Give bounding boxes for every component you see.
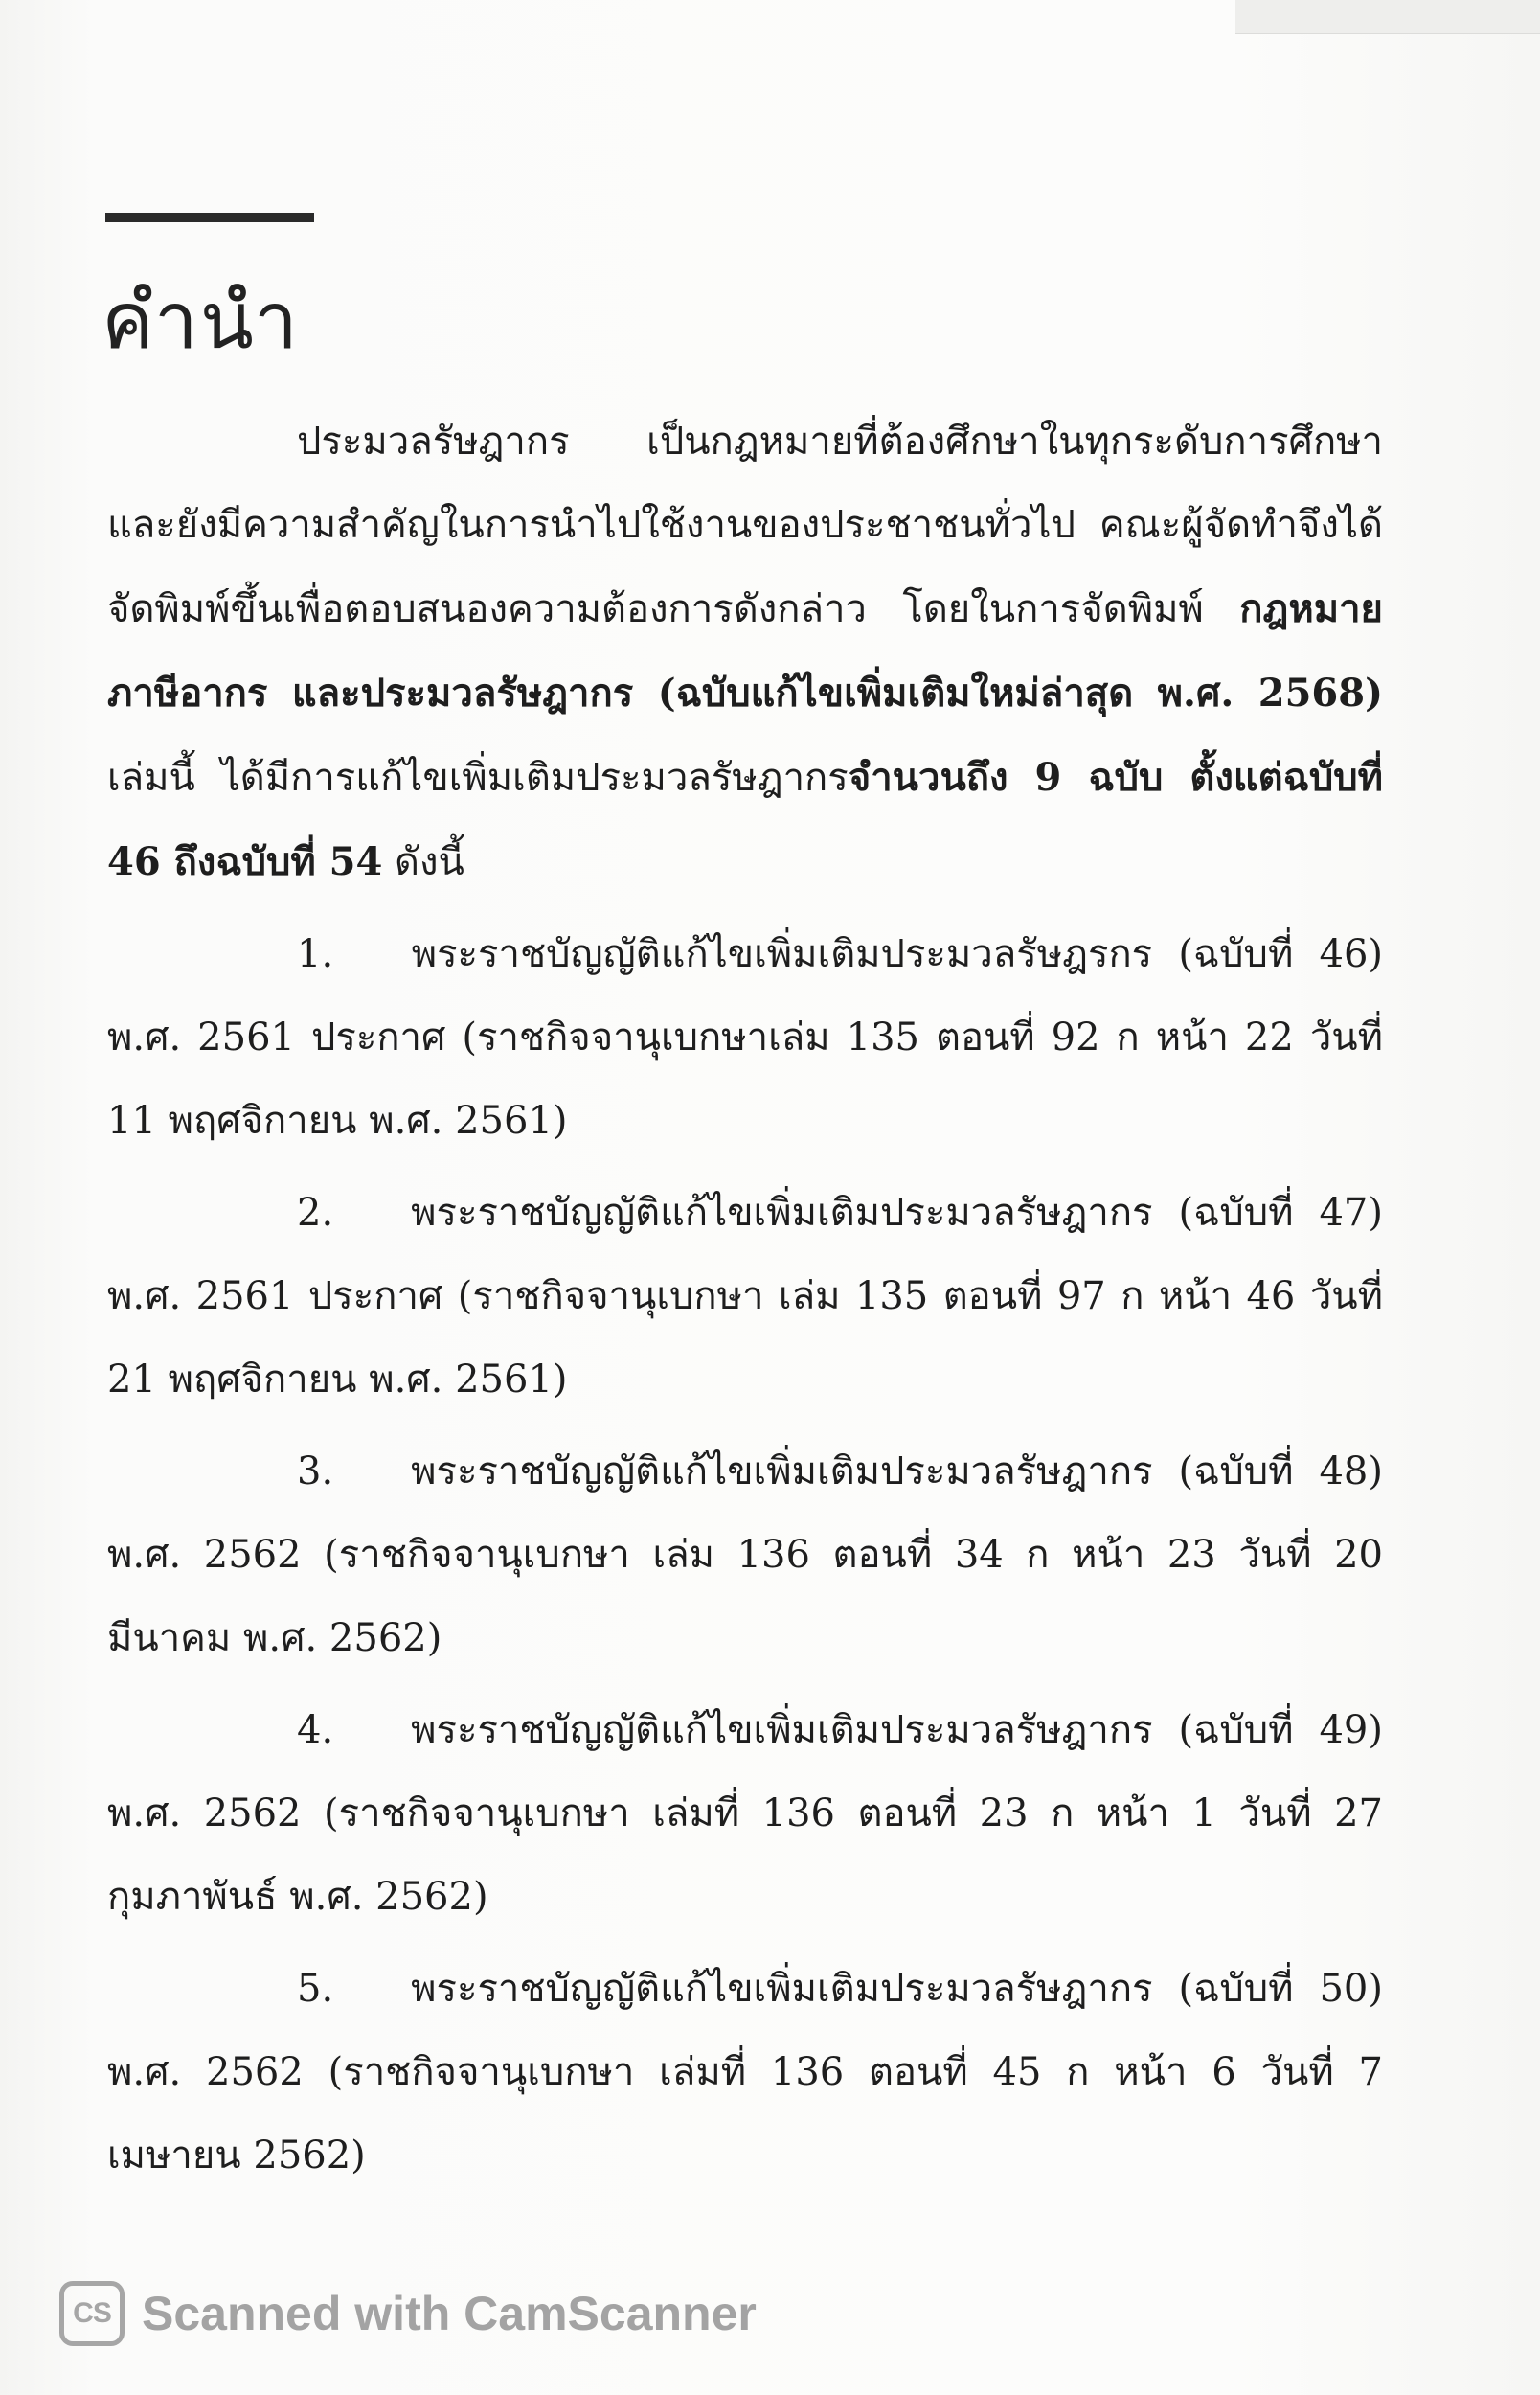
page-heading: คำนำ bbox=[102, 275, 300, 367]
amendment-item bbox=[107, 1948, 1383, 2198]
intro-book-title: กฎหมายภาษีอากร และประมวลรัษฎากร (ฉบับแก้ไขเพิ่มเติมใหม่ล่าสุด พ.ศ. 2568) bbox=[107, 586, 1383, 716]
scan-top-edge bbox=[1235, 0, 1540, 34]
amendment-text: พระราชบัญญัติแก้ไขเพิ่มเติมประมวลรัษฎรกร (ฉบับที่ 46) พ.ศ. 2561 ประกาศ (ราชกิจจานุเบกษาเล่ม 135 ตอนที่ 92 ก หน้า 22 วันที่ 11 พฤศจิกายน พ.ศ. 2561) bbox=[107, 932, 1383, 1143]
amendment-number: 5. bbox=[297, 1967, 334, 2011]
amendment-list bbox=[107, 913, 1383, 2198]
intro-amendment-count: จำนวนถึง 9 ฉบับ ตั้งแต่ฉบับที่ 46 ถึงฉบับที่ 54 bbox=[107, 755, 1384, 884]
amendment-item bbox=[107, 1430, 1383, 1680]
amendment-text: พระราชบัญญัติแก้ไขเพิ่มเติมประมวลรัษฎากร (ฉบับที่ 48) พ.ศ. 2562 (ราชกิจจานุเบกษา เล่ม 136 ตอนที่ 34 ก หน้า 23 วันที่ 20 มีนาคม พ.ศ. 2562) bbox=[107, 1449, 1383, 1660]
amendment-item bbox=[107, 913, 1383, 1163]
amendment-number: 4. bbox=[297, 1708, 334, 1752]
amendment-number: 3. bbox=[297, 1449, 334, 1494]
intro-text-1: ประมวลรัษฎากร เป็นกฎหมายที่ต้องศึกษาในทุกระดับการศึกษา และยังมีความสำคัญในการนำไปใช้งานของประชาชนทั่วไป คณะผู้จัดทำจึงได้จัดพิมพ์ขึ้นเพื่อตอบสนองความต้องการดังกล่าว โดยในการจัดพิมพ์ bbox=[107, 420, 1383, 631]
watermark-text: Scanned with CamScanner bbox=[142, 2287, 757, 2340]
amendment-number: 2. bbox=[297, 1191, 334, 1235]
amendment-text: พระราชบัญญัติแก้ไขเพิ่มเติมประมวลรัษฎากร (ฉบับที่ 47) พ.ศ. 2561 ประกาศ (ราชกิจจานุเบกษา เล่ม 135 ตอนที่ 97 ก หน้า 46 วันที่ 21 พฤศจิกายน พ.ศ. 2561) bbox=[107, 1191, 1383, 1402]
preface-content bbox=[107, 400, 1383, 2198]
amendment-text: พระราชบัญญัติแก้ไขเพิ่มเติมประมวลรัษฎากร (ฉบับที่ 50) พ.ศ. 2562 (ราชกิจจานุเบกษา เล่มที่ 136 ตอนที่ 45 ก หน้า 6 วันที่ 7 เมษายน 2562) bbox=[107, 1967, 1383, 2178]
camscanner-watermark bbox=[59, 2275, 757, 2352]
intro-paragraph bbox=[107, 400, 1383, 904]
camscanner-logo-icon: CS bbox=[59, 2281, 125, 2346]
amendment-item bbox=[107, 1689, 1383, 1939]
intro-text-3: ดังนี้ bbox=[382, 840, 464, 884]
amendment-item bbox=[107, 1172, 1383, 1422]
amendment-text: พระราชบัญญัติแก้ไขเพิ่มเติมประมวลรัษฎากร (ฉบับที่ 49) พ.ศ. 2562 (ราชกิจจานุเบกษา เล่มที่ 136 ตอนที่ 23 ก หน้า 1 วันที่ 27 กุมภาพันธ์ พ.ศ. 2562) bbox=[107, 1708, 1383, 1919]
intro-text-2: เล่มนี้ ได้มีการแก้ไขเพิ่มเติมประมวลรัษฎากร bbox=[107, 756, 849, 800]
heading-rule bbox=[105, 213, 314, 222]
amendment-number: 1. bbox=[297, 932, 334, 976]
